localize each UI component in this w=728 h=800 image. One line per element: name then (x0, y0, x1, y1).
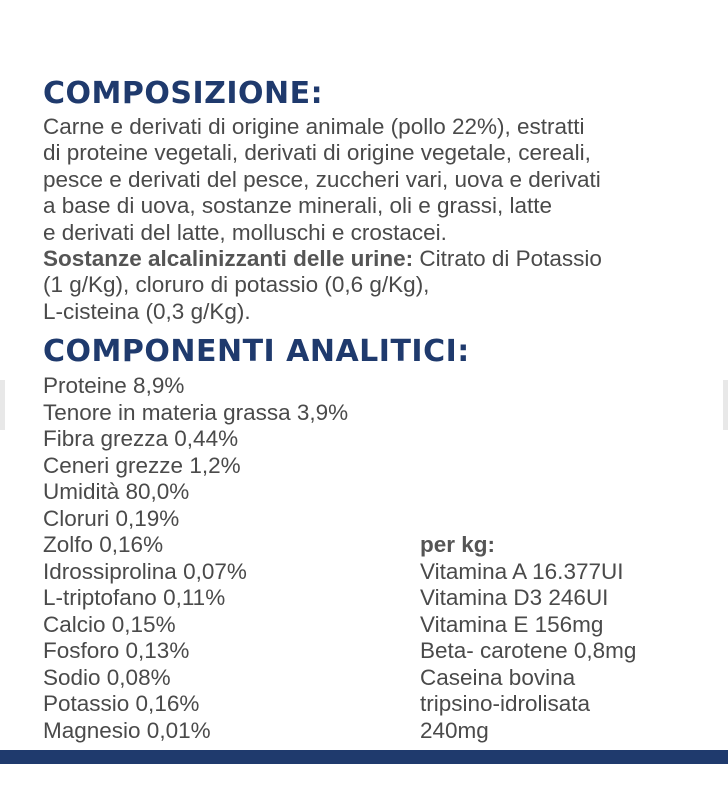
list-item: Beta- carotene 0,8mg (420, 638, 637, 663)
list-item: 240mg (420, 717, 489, 743)
list-item: Vitamina D3 246UI (420, 585, 609, 610)
per-kg-list (420, 532, 636, 744)
alkalizing-line: (1 g/Kg), cloruro di potassio (0,6 g/Kg), (43, 272, 430, 298)
alkalizing-line: L-cisteina (0,3 g/Kg). (43, 298, 251, 324)
alkalizing-label: Sostanze alcalinizzanti delle urine: (43, 246, 414, 272)
list-item: Magnesio 0,01% (43, 717, 211, 743)
list-item: L-triptofano 0,11% (43, 585, 226, 610)
per-kg-label: per kg: (420, 532, 496, 557)
composition-heading: COMPOSIZIONE: (43, 76, 324, 111)
list-item: Potassio 0,16% (43, 691, 200, 716)
alkalizing-text: Citrato di Potassio (413, 246, 602, 272)
composition-text (43, 114, 708, 325)
list-item: Calcio 0,15% (43, 611, 176, 637)
composition-line: e derivati del latte, molluschi e crostacei. (43, 219, 447, 245)
list-item: Vitamina A 16.377UI (420, 558, 624, 584)
bottom-bar (0, 750, 728, 764)
right-edge-mark (723, 380, 728, 430)
composition-line: Carne e derivati di origine animale (pollo 22%), estratti (43, 114, 585, 139)
alkalizing-line (43, 246, 708, 272)
composition-line: di proteine vegetali, derivati di origine vegetale, cereali, (43, 140, 591, 166)
list-item: Caseina bovina (420, 664, 576, 690)
list-item: Fibra grezza 0,44% (43, 426, 239, 451)
list-item: tripsino-idrolisata (420, 691, 591, 716)
analytic-components-list (43, 373, 348, 744)
left-edge-mark (0, 380, 5, 430)
composition-line: a base di uova, sostanze minerali, oli e grassi, latte (43, 193, 553, 219)
list-item: Vitamina E 156mg (420, 611, 604, 637)
analytic-components-heading: COMPONENTI ANALITICI: (43, 334, 470, 369)
list-item: Umidità 80,0% (43, 479, 190, 504)
list-item: Cloruri 0,19% (43, 505, 180, 531)
list-item: Ceneri grezze 1,2% (43, 452, 241, 478)
list-item: Sodio 0,08% (43, 664, 171, 690)
list-item: Idrossiprolina 0,07% (43, 558, 247, 584)
list-item: Tenore in materia grassa 3,9% (43, 399, 349, 425)
list-item: Proteine 8,9% (43, 373, 185, 398)
composition-line: pesce e derivati del pesce, zuccheri vari, uova e derivati (43, 166, 601, 192)
list-item: Fosforo 0,13% (43, 638, 190, 663)
list-item: Zolfo 0,16% (43, 532, 164, 557)
